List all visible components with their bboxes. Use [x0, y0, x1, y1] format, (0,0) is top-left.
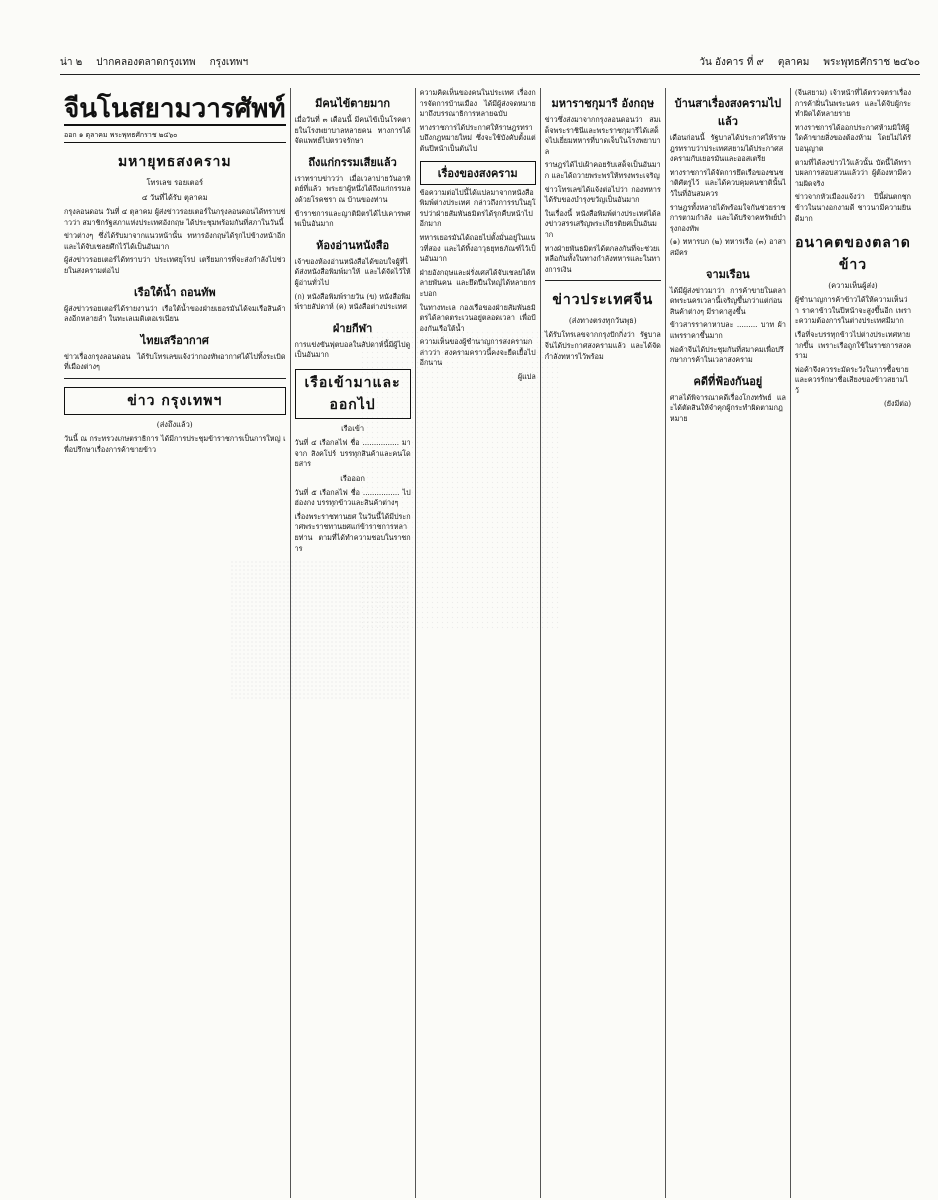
headline-sports: ฝ่ายกีฬา — [332, 321, 373, 335]
article-signature: ผู้แปล — [517, 372, 536, 382]
headline-market: จามเรือน — [706, 267, 750, 281]
article-paragraph: ผู้ส่งข่าวรอยเตอร์ได้ทราบว่า ประเทศยุโรป เตรียมการที่จะส่งกำลังไปช่วยในสงครามต่อไป — [64, 255, 286, 275]
column-3 — [416, 88, 541, 1198]
article-paragraph: (จีนสยาม) เจ้าหน้าที่ได้ตรวจตราเรื่องการค้าฝิ่นในพระนคร และได้จับผู้กระทำผิดได้หลายราย — [794, 88, 912, 119]
headline-patients: มีคนไข้ตายมาก — [315, 97, 391, 110]
subhead-date: ๔ วันที่ได้รับ ตุลาคม — [141, 193, 208, 202]
article-paragraph: การแข่งขันฟุตบอลในสัปดาห์นี้มีผู้ไปดูเป็นอันมาก — [294, 339, 411, 360]
article-paragraph: ข่าวต่างๆ ซึ่งได้รับมาจากแนวหน้านั้น ทหารอังกฤษได้รุกไปข้างหน้าอีก และได้จับเชลยศึกไว้ได้เป็นอันมาก — [64, 231, 286, 251]
article-paragraph: ผู้ชำนาญการค้าข้าวได้ให้ความเห็นว่า ราคาข้าวในปีหน้าจะสูงขึ้นอีก เพราะความต้องการในต่างประเทศมีมาก — [794, 295, 912, 326]
article-paragraph: ศาลได้พิจารณาคดีเรื่องโกงทรัพย์ และได้ตัดสินให้จำคุกผู้กระทำผิดตามกฎหมาย — [669, 392, 786, 423]
article-paragraph: ความคิดเห็นของคนในประเทศ เรื่องการจัดการบ้านเมือง ได้มีผู้ส่งจดหมายมาถึงบรรณาธิการหลายฉบับ — [419, 88, 536, 119]
article-paragraph: วันนี้ ณ กระทรวงเกษตราธิการ ได้มีการประชุมข้าราชการเป็นการใหญ่ เพื่อปรึกษาเรื่องการค้าขายข้าว — [64, 433, 286, 454]
headline-shipping: เรือเข้ามาและออกไป — [295, 369, 411, 419]
city-label: กรุงเทพฯ — [209, 57, 249, 68]
month-label: ตุลาคม — [777, 57, 810, 68]
article-paragraph: ในทางทะเล กองเรือของฝ่ายสัมพันธมิตรได้ลาดตระเวนอยู่ตลอดเวลา เพื่อป้องกันเรือใต้น้ำ — [419, 302, 536, 333]
article-paragraph: ราษฎรทั้งหลายได้พร้อมใจกันช่วยราชการตามกำลัง และได้บริจาคทรัพย์บำรุงกองทัพ — [669, 202, 786, 233]
headline-bangkok-news: ข่าว กรุงเทพฯ — [64, 387, 286, 415]
masthead-meta: ออก ๑ ตุลาคม พระพุทธศักราช ๒๔๖๐ — [64, 130, 286, 143]
article-paragraph: ข้าราชการและญาติมิตรได้ไปเคารพศพเป็นอันมาก — [294, 208, 411, 229]
article-paragraph: ในเรื่องนี้ หนังสือพิมพ์ต่างประเทศได้ลงข่าวสรรเสริญพระเกียรติยศเป็นอันมาก — [544, 208, 661, 239]
article-paragraph: ข้าวสารราคาหาบละ ......... บาท ผ้าแพรราคาขึ้นมาก — [669, 320, 786, 340]
subhead-china: (ส่งทางตรงทุกวันพุธ) — [568, 316, 637, 326]
headline-rice-market: อนาคตของตลาดข้าว — [795, 235, 911, 274]
article-paragraph: ผู้ส่งข่าวรอยเตอร์ได้รายงานว่า เรือใต้น้ำของฝ่ายเยอรมันได้จมเรือสินค้าลงอีกหลายลำ ในทะเลเมดิเตอเรเนียน — [64, 303, 286, 324]
divider — [64, 378, 286, 379]
headline-war: มหายุทธสงคราม — [117, 154, 232, 170]
article-paragraph: วันที่ ๕ เรือกลไฟ ชื่อ ................ ไป ฮ่องกง บรรทุกข้าวและสินค้าต่างๆ — [294, 487, 411, 508]
subhead-reuter: โทรเลข รอยเตอร์ — [146, 178, 204, 187]
headline-air: ไทยเสรีอากาศ — [140, 333, 209, 347]
article-paragraph: เราทราบข่าวว่า เมื่อเวลาบ่ายวันอาทิตย์ที่แล้ว พระยาผู้หนึ่งได้ถึงแก่กรรมลงด้วยโรคชรา ณ บ้านของท่าน — [294, 173, 411, 204]
article-paragraph: พ่อค้าจีนได้ประชุมกันที่สมาคมเพื่อปรึกษาการค้าในเวลาสงคราม — [669, 344, 784, 365]
article-paragraph: กรุงลอนดอน วันที่ ๔ ตุลาคม ผู้ส่งข่าวรอยเตอร์ในกรุงลอนดอนได้ทราบข่าวว่า สมาชิกรัฐสภาแห่งประเทศอังกฤษ ได้ประชุมพร้อมกันที่สภาในวันนี้ — [64, 207, 286, 227]
subhead-arrivals: เรือเข้า — [341, 423, 365, 433]
subhead-sent: (ส่งถึงแล้ว) — [156, 419, 193, 429]
headline-reading-room: ห้องอ่านหนังสือ — [316, 238, 390, 252]
article-paragraph: ทหารเยอรมันได้ถอยไปตั้งมั่นอยู่ในแนวที่สอง และได้ทิ้งอาวุธยุทธภัณฑ์ไว้เป็นอันมาก — [419, 232, 536, 264]
article-paragraph: ข่าวโทรเลขได้แจ้งต่อไปว่า กองทหารได้รับของบำรุงขวัญเป็นอันมาก — [544, 184, 661, 205]
column-2 — [291, 88, 416, 1198]
headline-court: คดีที่ฟ้องกันอยู่ — [693, 374, 763, 388]
article-paragraph: ความเห็นของผู้ชำนาญการสงครามกล่าวว่า สงครามคราวนี้คงจะยืดเยื้อไปอีกนาน — [419, 337, 536, 368]
headline-obituary: ถึงแก่กรรมเสียแล้ว — [308, 155, 397, 169]
headline-war-story: เรื่องของสงคราม — [420, 161, 536, 185]
subhead-opinion: (ความเห็นผู้ส่ง) — [828, 281, 878, 291]
divider — [545, 280, 661, 281]
article-paragraph: ฝ่ายอังกฤษและฝรั่งเศสได้จับเชลยได้หลายพันคน และยึดปืนใหญ่ได้หลายกระบอก — [419, 267, 536, 298]
headline-princess: มหาราชกุมารี อังกฤษ — [551, 97, 655, 110]
column-4 — [541, 88, 666, 1198]
article-continued: (ยังมีต่อ) — [883, 399, 912, 409]
year-label: พระพุทธศักราช ๒๔๖๐ — [823, 57, 920, 68]
column-5 — [666, 88, 791, 1198]
day-label: วัน อังคาร ที่ ๙ — [699, 57, 764, 68]
article-paragraph: เรือที่จะบรรทุกข้าวไปต่างประเทศหายากขึ้น เพราะเรือถูกใช้ในราชการสงคราม — [794, 329, 912, 361]
page-label: น่า ๒ — [60, 57, 83, 68]
article-paragraph: วันที่ ๔ เรือกลไฟ ชื่อ ................ มาจาก สิงคโปร์ บรรทุกสินค้าและคนโดยสาร — [294, 437, 411, 469]
article-paragraph: ข่าวซึ่งส่งมาจากกรุงลอนดอนว่า สมเด็จพระราชินีและพระราชกุมารีได้เสด็จไปเยี่ยมทหารที่บาดเจ็บในโรงพยาบาล — [544, 115, 661, 156]
article-paragraph: (๑) ทหารบก (๒) ทหารเรือ (๓) อาสาสมัคร — [669, 237, 786, 257]
column-6 — [791, 88, 915, 1198]
article-paragraph: ทางฝ่ายพันธมิตรได้ตกลงกันที่จะช่วยเหลือกันทั้งในทางกำลังทหารและในทางการเงิน — [544, 243, 661, 274]
headline-china-news: ข่าวประเทศจีน — [552, 292, 654, 309]
article-paragraph: ข่าวจากหัวเมืองแจ้งว่า ปีนี้ฝนตกชุก ข้าวในนางอกงามดี ชาวนามีความยินดีมาก — [794, 192, 912, 223]
masthead: จีนโนสยามวารศัพท์ — [64, 94, 286, 124]
article-paragraph: (ก) หนังสือพิมพ์รายวัน (ข) หนังสือพิมพ์รายสัปดาห์ (ค) หนังสือต่างประเทศ — [294, 291, 411, 312]
article-paragraph: ได้มีผู้ส่งข่าวมาว่า การค้าขายในตลาดพระนครเวลานี้เจริญขึ้นกว่าแต่ก่อน สินค้าต่างๆ มีราคาสูงขึ้น — [669, 285, 786, 316]
article-paragraph: ราษฎรได้ไปเฝ้าคอยรับเสด็จเป็นอันมาก และได้ถวายพระพรให้ทรงพระเจริญ — [544, 160, 661, 180]
article-paragraph: เมื่อวันที่ ๓ เดือนนี้ มีคนไข้เป็นโรคตายในโรงพยาบาลหลายคน ทางการได้จัดแพทย์ไปตรวจรักษา — [294, 115, 411, 146]
article-paragraph: ทางราชการได้ออกประกาศห้ามมิให้ผู้ใดค้าขายสิ่งของต้องห้าม โดยไม่ได้รับอนุญาต — [794, 122, 912, 153]
headline-submarine: เรือใต้น้ำ ถอนทัพ — [133, 285, 216, 299]
place-label: ปากคลองตลาดกรุงเทพ — [96, 57, 196, 68]
article-paragraph: ข่าวเรื่องกรุงลอนดอน ได้รับโทรเลขแจ้งว่ากองทัพอากาศได้ไปทิ้งระเบิดที่เมืองต่างๆ — [64, 351, 286, 372]
article-paragraph: เจ้าของห้องอ่านหนังสือได้ขอบใจผู้ที่ได้ส่งหนังสือพิมพ์มาให้ และได้จัดไว้ให้ผู้อ่านทั่วไป — [294, 256, 411, 287]
article-paragraph: ตามที่ได้ลงข่าวไว้แล้วนั้น บัดนี้ได้ทราบผลการสอบสวนแล้วว่า ผู้ต้องหามีความผิดจริง — [794, 157, 912, 188]
headline-war-declared: บ้านสาเรื่องสงครามไปแล้ว — [674, 97, 782, 128]
article-paragraph: ทางราชการได้ประกาศให้ราษฎรทราบถึงกฎหมายใหม่ ซึ่งจะใช้บังคับตั้งแต่ต้นปีหน้าเป็นต้นไป — [419, 122, 536, 153]
article-paragraph: เรื่องพระราชทานยศ ในวันนี้ได้มีประกาศพระราชทานยศแก่ข้าราชการหลายท่าน ตามที่ได้ทำความชอบในราชการ — [294, 511, 411, 553]
article-paragraph: ได้รับโทรเลขจากกรุงปักกิ่งว่า รัฐบาลจีนได้ประกาศสงครามแล้ว และได้จัดกำลังทหารไว้พร้อม — [544, 330, 661, 361]
column-1 — [60, 88, 291, 1198]
article-paragraph: ทางราชการได้จัดการยึดเรือของชนชาติศัตรูไว้ และได้ควบคุมคนชาตินั้นไว้ในที่อันสมควร — [669, 167, 786, 198]
article-paragraph: พ่อค้าจึงควรระมัดระวังในการซื้อขาย และควรรักษาชื่อเสียงของข้าวสยามไว้ — [794, 364, 909, 395]
subhead-departures: เรือออก — [340, 473, 365, 483]
page-header — [60, 55, 920, 75]
columns — [60, 88, 915, 1198]
article-paragraph: ข้อความต่อไปนี้ได้แปลมาจากหนังสือพิมพ์ต่างประเทศ กล่าวถึงการรบในยุโรปว่าฝ่ายสัมพันธมิตรได้รุกคืบหน้าไปอีกมาก — [419, 187, 536, 229]
article-paragraph: เดือนก่อนนี้ รัฐบาลได้ประกาศให้ราษฎรทราบว่าประเทศสยามได้ประกาศสงครามกับเยอรมันและออสเตรีย — [669, 133, 786, 164]
